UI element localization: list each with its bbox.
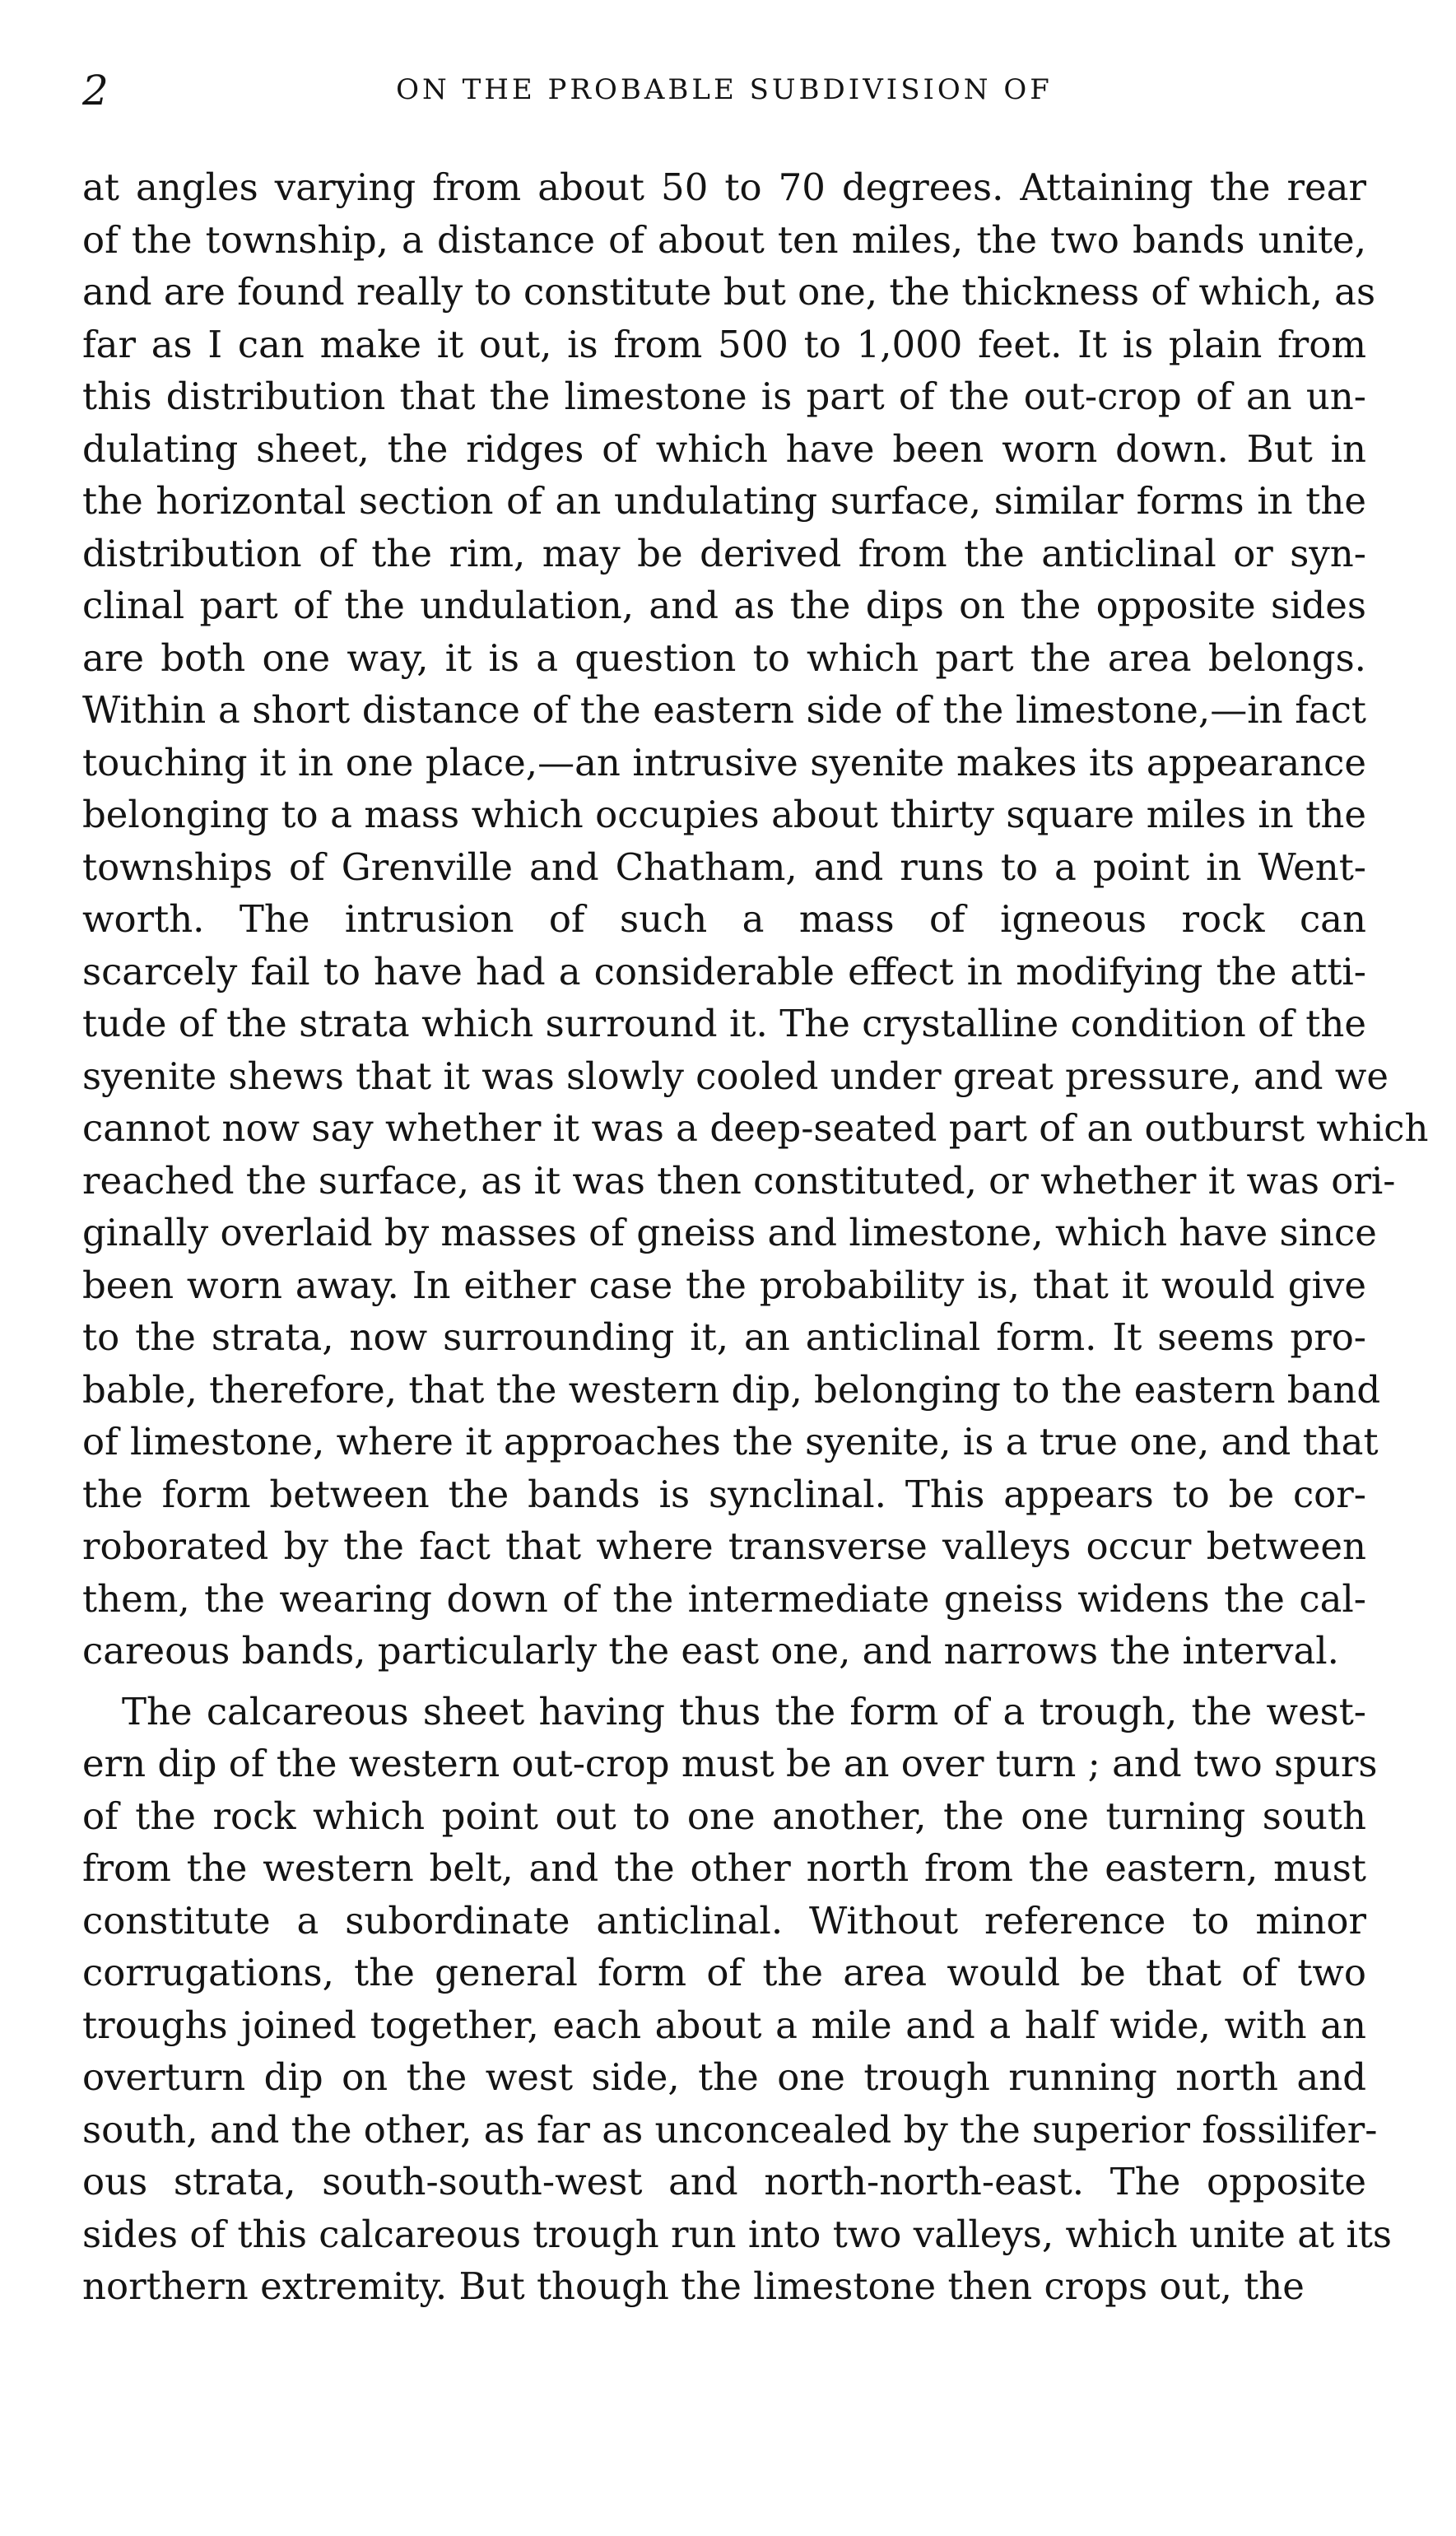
- text-line: clinal part of the undulation, and as the dips on the opposite sides: [82, 584, 1366, 627]
- text-line: been worn away. In either case the probability is, that it would give: [82, 1263, 1366, 1307]
- text-line: far as I can make it out, is from 500 to 1,000 feet. It is plain from: [82, 322, 1366, 366]
- text-line: at angles varying from about 50 to 70 degrees. Attaining the rear: [82, 165, 1366, 209]
- text-line: belonging to a mass which occupies about thirty square miles in the: [82, 793, 1366, 836]
- running-title: ON THE PROBABLE SUBDIVISION OF: [396, 73, 1053, 106]
- text-line: of the township, a distance of about ten miles, the two bands unite,: [82, 217, 1366, 262]
- text-line: overturn dip on the west side, the one trough running north and: [82, 2055, 1366, 2099]
- text-line: cannot now say whether it was a deep-seated part of an outburst which: [82, 1106, 1429, 1150]
- book-page: [82, 66, 1429, 2313]
- text-line: worth. The intrusion of such a mass of igneous rock can: [82, 897, 1366, 941]
- text-line: corrugations, the general form of the area would be that of two: [82, 1951, 1366, 1994]
- text-line: ern dip of the western out-crop must be an over turn ; and two spurs: [82, 1742, 1378, 1785]
- text-line: careous bands, particularly the east one, and narrows the interval.: [82, 1629, 1339, 1673]
- text-line: ous strata, south-south-west and north-north-east. The opposite: [82, 2160, 1366, 2203]
- paragraph-1: [82, 161, 1429, 1677]
- text-line: roborated by the fact that where transverse valleys occur between: [82, 1524, 1366, 1568]
- text-line: constitute a subordinate anticlinal. Without reference to minor: [82, 1898, 1366, 1943]
- text-line: of limestone, where it approaches the syenite, is a true one, and that: [82, 1420, 1379, 1463]
- text-line: and are found really to constitute but one, the thickness of which, as: [82, 270, 1376, 314]
- text-line: from the western belt, and the other north from the eastern, must: [82, 1846, 1366, 1890]
- text-line: bable, therefore, that the western dip, belonging to the eastern band: [82, 1367, 1381, 1412]
- text-line: syenite shews that it was slowly cooled under great pressure, and we: [82, 1054, 1389, 1098]
- running-head: [82, 66, 1366, 123]
- text-line: touching it in one place,—an intrusive syenite makes its appearance: [82, 740, 1366, 784]
- paragraph-2: [82, 1686, 1393, 2313]
- text-line: south, and the other, as far as unconcealed by the superior fossilifer-: [82, 2107, 1378, 2152]
- text-line: the form between the bands is synclinal. This appears to be cor-: [82, 1472, 1366, 1516]
- text-line: townships of Grenville and Chatham, and runs to a point in Went-: [82, 845, 1366, 889]
- text-line: sides of this calcareous trough run into two valleys, which unite at its: [82, 2212, 1393, 2256]
- text-line: this distribution that the limestone is part of the out-crop of an un-: [82, 375, 1366, 418]
- text-line: of the rock which point out to one another, the one turning south: [82, 1794, 1366, 1838]
- text-line: Within a short distance of the eastern side of the limestone,—in fact: [82, 688, 1366, 732]
- text-line: distribution of the rim, may be derived from the anticlinal or syn-: [82, 531, 1366, 575]
- text-line: troughs joined together, each about a mile and a half wide, with an: [82, 2003, 1366, 2047]
- text-line: The calcareous sheet having thus the form of a trough, the west-: [122, 1689, 1366, 1733]
- page-number: 2: [82, 67, 109, 114]
- text-line: reached the surface, as it was then constituted, or whether it was ori-: [82, 1158, 1396, 1203]
- text-line: tude of the strata which surround it. The crystalline condition of the: [82, 1002, 1366, 1045]
- text-line: northern extremity. But though the limestone then crops out, the: [82, 2264, 1305, 2308]
- text-line: the horizontal section of an undulating surface, similar forms in the: [82, 479, 1366, 523]
- text-line: dulating sheet, the ridges of which have been worn down. But in: [82, 426, 1366, 471]
- text-line: them, the wearing down of the intermediate gneiss widens the cal-: [82, 1576, 1366, 1621]
- body-text: [82, 161, 1429, 2313]
- text-line: ginally overlaid by masses of gneiss and limestone, which have since: [82, 1211, 1377, 1254]
- text-line: scarcely fail to have had a considerable effect in modifying the atti-: [82, 949, 1366, 993]
- text-line: are both one way, it is a question to which part the area belongs.: [82, 635, 1366, 680]
- text-line: to the strata, now surrounding it, an anticlinal form. It seems pro-: [82, 1315, 1366, 1359]
